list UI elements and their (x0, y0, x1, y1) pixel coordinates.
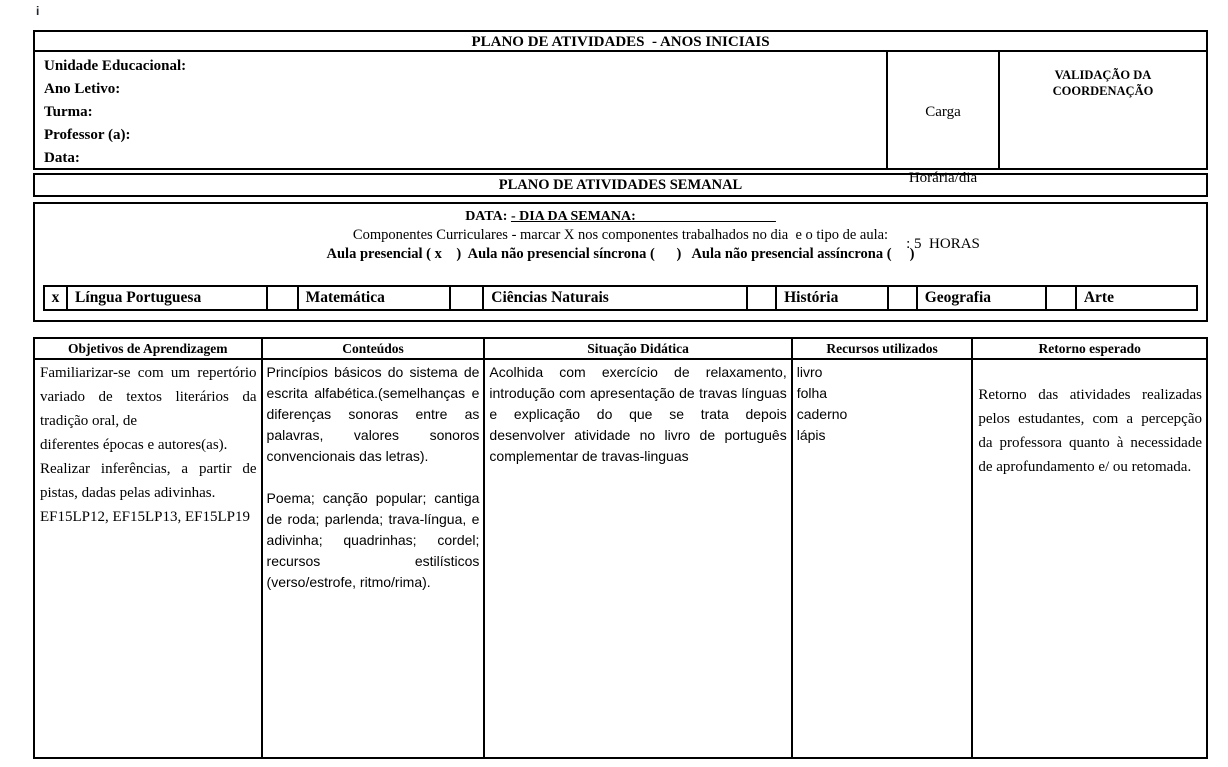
situacao-paragraph: Acolhida com exercício de relaxamento, introdução com apresentação de travas línguas e explicação do que se trata depois desenvolver atividade no livro de português complementar de travas-linguas (489, 364, 787, 464)
carga-horaria-line: : 5 HORAS (906, 236, 980, 252)
carga-horaria-line: Horária/dia (908, 170, 978, 186)
subject-label-ciencias-naturais: Ciências Naturais (483, 286, 747, 310)
validacao-line: COORDENAÇÃO (1052, 84, 1154, 98)
recursos-cell (792, 359, 973, 758)
validacao-line: VALIDAÇÃO DA (1054, 68, 1152, 82)
subjects-row (44, 286, 1197, 310)
objetivos-paragraph: Familiarizar-se com um repertório variado de textos literários da tradição oral, de (40, 365, 257, 429)
objetivos-paragraph: Realizar inferências, a partir de pistas, dadas pelas adivinhas. (40, 461, 257, 501)
situacao-didatica-cell (484, 359, 791, 758)
objetivos-codes: EF15LP12, EF15LP13, EF15LP19 (40, 509, 251, 525)
carga-horaria-line: Carga (925, 104, 961, 120)
subject-label-geografia: Geografia (917, 286, 1046, 310)
retorno-paragraph: Retorno das atividades realizadas pelos estudantes, com a percepção da professora quanto à necessidade de aprofundamento e/ ou retomada. (978, 387, 1202, 475)
componentes-instruction: Componentes Curriculares - marcar X nos componentes trabalhados no dia e o tipo de aula: (352, 227, 889, 243)
conteudos-paragraph: Poema; canção popular; cantiga de roda; parlenda; trava-língua, e adivinha; quadrinhas; cordel; recursos estilísticos (verso/estrofe, ritmo/rima). (266, 490, 480, 590)
subject-label-lingua-portuguesa: Língua Portuguesa (67, 286, 266, 310)
school-fields (35, 52, 886, 168)
objetivos-paragraph: diferentes épocas e autores(as). (40, 437, 228, 453)
paragraph-spacer (267, 467, 480, 488)
plan-table-header-row (34, 338, 1207, 359)
semanal-title-bar: PLANO DE ATIVIDADES SEMANAL (33, 173, 1208, 197)
subject-label-arte: Arte (1076, 286, 1197, 310)
subjects-table (43, 285, 1198, 311)
col-header-situacao-didatica: Situação Didática (484, 338, 791, 359)
subject-mark-ciencias-naturais (450, 286, 483, 310)
objetivos-cell (34, 359, 262, 758)
field-turma: Turma: (44, 104, 93, 120)
subject-mark-arte (1046, 286, 1076, 310)
field-unidade-educacional: Unidade Educacional: (44, 58, 187, 74)
field-ano-letivo: Ano Letivo: (44, 81, 121, 97)
footnote-marker-i: i (36, 4, 40, 18)
subject-mark-lingua-portuguesa: x (44, 286, 67, 310)
recurso-item: livro (796, 364, 823, 380)
retorno-cell (972, 359, 1207, 758)
col-header-objetivos: Objetivos de Aprendizagem (34, 338, 262, 359)
subject-label-historia: História (776, 286, 888, 310)
conteudos-cell (262, 359, 485, 758)
field-data: Data: (44, 150, 80, 166)
col-header-retorno: Retorno esperado (972, 338, 1207, 359)
data-dia-semana-line (35, 207, 1206, 226)
recurso-item: folha (796, 385, 828, 401)
col-header-recursos: Recursos utilizados (792, 338, 973, 359)
recurso-item: caderno (796, 406, 848, 422)
subject-mark-matematica (267, 286, 298, 310)
recurso-item: lápis (796, 427, 826, 443)
plan-table-content-row (34, 359, 1207, 758)
subject-mark-historia (747, 286, 776, 310)
document-title: PLANO DE ATIVIDADES - ANOS INICIAIS (35, 32, 1206, 52)
plan-table (33, 337, 1208, 759)
field-professor: Professor (a): (44, 127, 131, 143)
aula-type-line: Aula presencial ( x ) Aula não presencial síncrona ( ) Aula não presencial assíncrona ( ) (326, 246, 915, 262)
dia-da-semana-blank: - DIA DA SEMANA:____________________ (510, 209, 776, 224)
data-label: DATA: (465, 209, 511, 224)
carga-horaria-cell (886, 52, 998, 252)
day-section-box (33, 202, 1208, 322)
conteudos-paragraph: Princípios básicos do sistema de escrita alfabética.(semelhanças e diferenças sonoras entre as palavras, valores sonoros convencionais das letras). (266, 364, 480, 464)
validacao-coordenacao-cell (998, 52, 1206, 168)
activity-plan-document (33, 30, 1208, 759)
subject-label-matematica: Matemática (298, 286, 450, 310)
col-header-conteudos: Conteúdos (262, 338, 485, 359)
